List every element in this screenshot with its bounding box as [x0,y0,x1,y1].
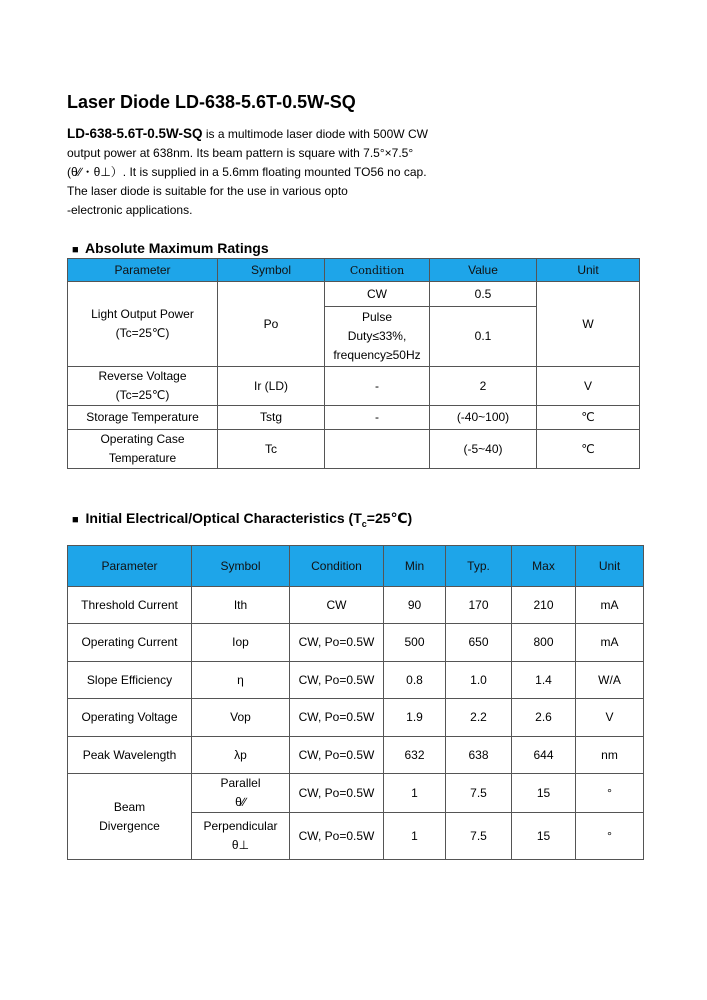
cell-condition: CW, Po=0.5W [290,813,384,860]
electrical-heading-sub: c [361,518,367,529]
cell-max: 1.4 [512,662,576,699]
square-bullet-icon: ■ [72,244,79,256]
operating-case-temp-condition [325,430,430,469]
pulse-value: 0.1 [430,307,537,367]
intro-line-2: output power at 638nm. Its beam pattern is square with 7.5°×7.5° [67,146,414,160]
storage-temp-value: (-40~100) [430,406,537,430]
absolute-max-table [67,258,640,469]
cell-condition: CW, Po=0.5W [290,624,384,662]
beam-perpendicular-symbol [192,813,290,860]
cell-condition: CW, Po=0.5W [290,699,384,737]
table-row [68,430,640,469]
cell-min: 500 [384,624,446,662]
operating-case-temp-value: (-5~40) [430,430,537,469]
symbol-line: Parallel [220,776,261,790]
light-output-symbol: Po [218,282,325,367]
condition-line: frequency≥50Hz [333,348,421,362]
cell-min: 90 [384,587,446,624]
cell-min: 0.8 [384,662,446,699]
cell-max: 644 [512,737,576,774]
cell-symbol: λp [192,737,290,774]
table-row [68,624,644,662]
table-row [68,662,644,699]
cell-unit: ° [576,813,644,860]
operating-case-temp-param [68,430,218,469]
table-row [68,699,644,737]
cell-condition: CW, Po=0.5W [290,662,384,699]
intro-line-1-text: is a multimode laser diode with 500W CW [202,127,428,141]
header-parameter: Parameter [68,259,218,282]
header-condition: Condition [290,546,384,587]
cell-unit: V [576,699,644,737]
param-line: Divergence [99,818,160,833]
cell-condition: CW, Po=0.5W [290,737,384,774]
header-unit: Unit [537,259,640,282]
electrical-heading-main: Initial Electrical/Optical Characteristics (T [85,510,362,526]
intro-paragraph [67,124,467,220]
cell-parameter: Peak Wavelength [68,737,192,774]
intro-line-4: The laser diode is suitable for the use in various opto [67,184,348,198]
intro-line-5: -electronic applications. [67,203,193,217]
param-line: Temperature [108,451,177,465]
condition-line: Pulse [361,310,393,324]
symbol-line: Perpendicular [203,819,278,833]
cell-parameter: Operating Voltage [68,699,192,737]
cell-symbol: η [192,662,290,699]
cell-parameter: Operating Current [68,624,192,662]
reverse-voltage-condition: - [325,367,430,406]
operating-case-temp-unit: ℃ [537,430,640,469]
cell-typ: 7.5 [446,813,512,860]
cw-condition: CW [325,282,430,307]
header-value: Value [430,259,537,282]
beam-parallel-symbol [192,774,290,813]
condition-line: Duty≤33%, [347,329,407,343]
cell-condition: CW [290,587,384,624]
cell-unit: ° [576,774,644,813]
header-unit: Unit [576,546,644,587]
intro-line-1 [67,124,467,144]
document-title: Laser Diode LD-638-5.6T-0.5W-SQ [67,92,356,112]
reverse-voltage-param [68,367,218,406]
table-row [68,282,640,307]
cell-typ: 1.0 [446,662,512,699]
light-output-unit: W [537,282,640,367]
table-row [68,737,644,774]
cell-max: 2.6 [512,699,576,737]
header-parameter: Parameter [68,546,192,587]
reverse-voltage-value: 2 [430,367,537,406]
header-symbol: Symbol [218,259,325,282]
symbol-line: θ∕∕ [235,795,246,809]
electrical-table [67,545,644,860]
cell-parameter: Slope Efficiency [68,662,192,699]
header-min: Min [384,546,446,587]
header-condition: Condition [325,259,430,282]
cell-max: 15 [512,813,576,860]
cell-min: 1 [384,813,446,860]
cell-min: 1.9 [384,699,446,737]
header-max: Max [512,546,576,587]
electrical-heading-end: =25℃) [366,510,413,526]
cell-max: 15 [512,774,576,813]
cell-unit: mA [576,624,644,662]
pulse-condition [325,307,430,367]
storage-temp-param: Storage Temperature [68,406,218,430]
header-symbol: Symbol [192,546,290,587]
param-line: Reverse Voltage [98,369,187,383]
cell-typ: 650 [446,624,512,662]
storage-temp-condition: - [325,406,430,430]
cell-max: 800 [512,624,576,662]
param-line: Light Output Power [91,307,194,321]
electrical-heading [72,510,412,529]
light-output-param [68,282,218,367]
absolute-max-heading-text: Absolute Maximum Ratings [85,240,269,256]
reverse-voltage-symbol: Ir (LD) [218,367,325,406]
cell-min: 632 [384,737,446,774]
absolute-max-heading [72,240,269,256]
param-line: (Tc=25℃) [115,388,170,402]
reverse-voltage-unit: V [537,367,640,406]
cell-unit: nm [576,737,644,774]
cell-max: 210 [512,587,576,624]
cell-symbol: Ith [192,587,290,624]
intro-line-3: (θ∕∕・θ⊥）. It is supplied in a 5.6mm floating mounted TO56 no cap. [67,165,427,179]
cell-unit: mA [576,587,644,624]
table-row [68,406,640,430]
cell-symbol: Iop [192,624,290,662]
intro-model-name: LD-638-5.6T-0.5W-SQ [67,126,203,141]
cell-condition: CW, Po=0.5W [290,774,384,813]
cell-min: 1 [384,774,446,813]
absolute-max-header-row [68,259,640,282]
electrical-header-row [68,546,644,587]
param-line: (Tc=25℃) [115,326,170,340]
cell-unit: W/A [576,662,644,699]
storage-temp-symbol: Tstg [218,406,325,430]
cell-typ: 170 [446,587,512,624]
param-line: Operating Case [100,432,185,446]
cell-parameter: Threshold Current [68,587,192,624]
cell-typ: 2.2 [446,699,512,737]
param-line: Beam [113,799,146,814]
cw-value: 0.5 [430,282,537,307]
cell-typ: 638 [446,737,512,774]
table-row [68,367,640,406]
beam-divergence-param [68,774,192,860]
operating-case-temp-symbol: Tc [218,430,325,469]
header-typ: Typ. [446,546,512,587]
cell-typ: 7.5 [446,774,512,813]
storage-temp-unit: ℃ [537,406,640,430]
square-bullet-icon: ■ [72,514,79,526]
table-row [68,587,644,624]
cell-symbol: Vop [192,699,290,737]
symbol-line: θ⊥ [231,838,250,852]
table-row [68,774,644,813]
